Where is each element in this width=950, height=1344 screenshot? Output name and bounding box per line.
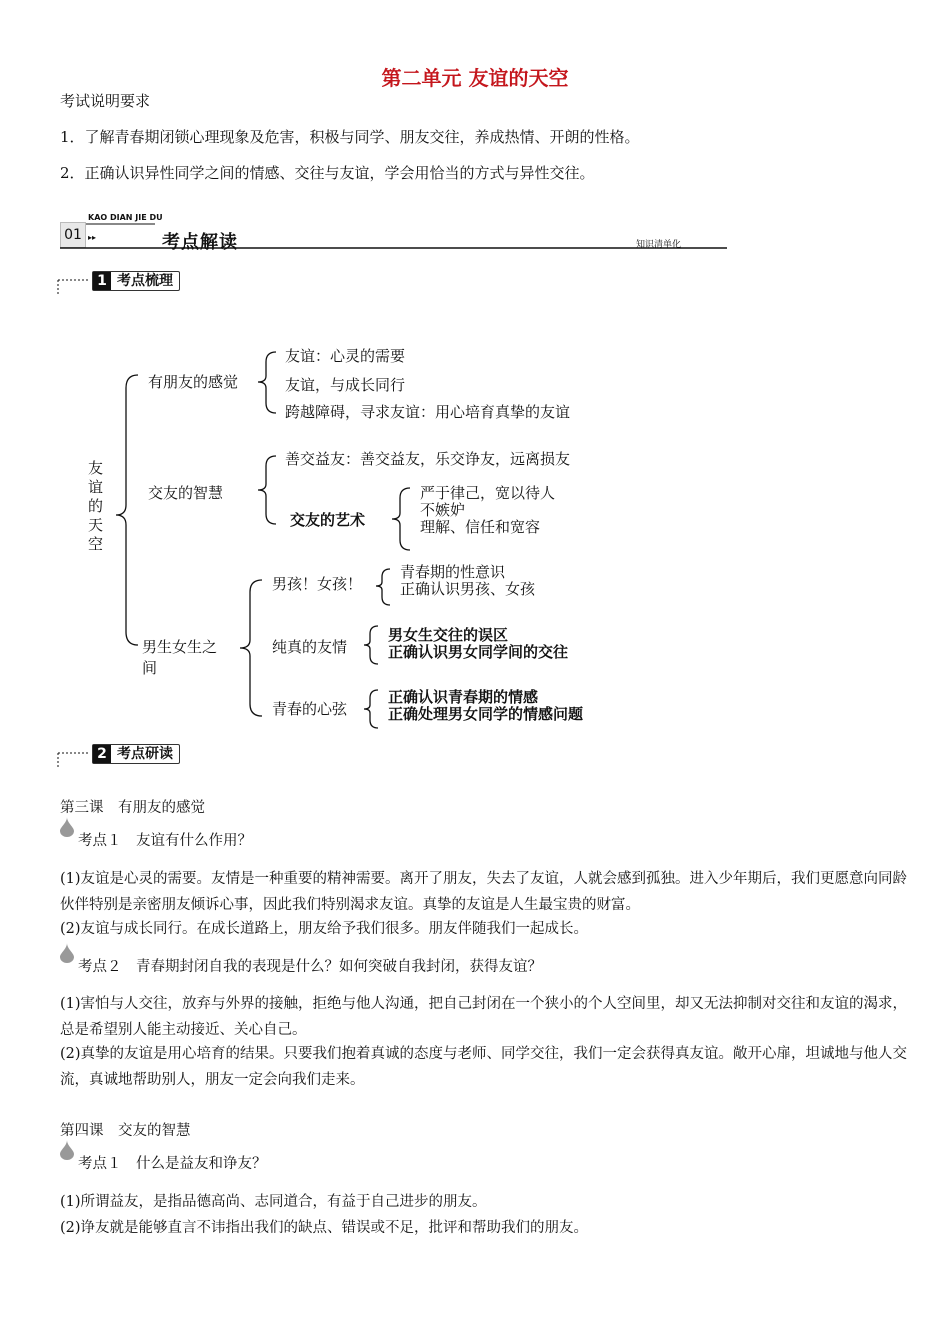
page-title: 第二单元 友谊的天空	[381, 66, 569, 90]
child-item: 正确认识青春期的情感	[388, 688, 539, 706]
child-label: 男孩！女孩！	[272, 575, 363, 593]
sub-branch-item: 不嫉妒	[420, 501, 466, 519]
point-question: 考点１ 什么是益友和诤友？	[78, 1156, 267, 1172]
point-question: 考点１ 友谊有什么作用？	[78, 833, 252, 849]
section-label: 考点研读	[117, 746, 173, 762]
lesson-title: 第三课 有朋友的感觉	[60, 800, 205, 816]
requirement-2: 2．正确认识异性同学之间的情感、交往与友谊，学会用恰当的方式与异性交往。	[60, 164, 595, 182]
child-item: 正确认识男孩、女孩	[400, 580, 536, 598]
lesson-title: 第四课 交友的智慧	[60, 1123, 191, 1139]
point-answer: (2)诤友就是能够直言不讳指出我们的缺点、错误或不足，批评和帮助我们的朋友。	[60, 1220, 589, 1236]
exam-heading: 考试说明要求	[60, 92, 151, 110]
banner-number: 01	[60, 222, 86, 248]
requirement-1: 1．了解青春期闭锁心理现象及危害，积极与同学、朋友交往，养成热情、开朗的性格。	[60, 128, 640, 146]
section-number: 2	[93, 745, 111, 763]
section-label: 考点梳理	[117, 273, 173, 289]
child-item: 男女生交往的误区	[388, 626, 509, 644]
mindmap-root: 友谊的天空	[88, 459, 104, 553]
point-answer: (1)所谓益友，是指品德高尚、志同道合，有益于自己进步的朋友。	[60, 1194, 487, 1210]
branch-item: 友谊：心灵的需要	[285, 347, 406, 365]
branch-item: 跨越障碍，寻求友谊：用心培育真挚的友谊	[285, 403, 571, 421]
banner-right-text: 知识清单化	[636, 240, 682, 250]
point-answer: (1)友谊是心灵的需要。友情是一种重要的精神需要。离开了朋友，失去了友谊，人就会感到孤独。进入少年期后，我们更愿意向同龄伙伴特别是亲密朋友倾诉心事，因此我们特别渴求友谊。真挚的友谊是人生最宝贵的财富。	[60, 871, 908, 913]
branch-item: 友谊，与成长同行	[285, 376, 406, 394]
point-answer: (2)友谊与成长同行。在成长道路上，朋友给予我们很多。朋友伴随我们一起成长。	[60, 921, 589, 937]
section-number: 1	[93, 272, 111, 290]
branch-label: 有朋友的感觉	[148, 373, 239, 391]
droplet-icon	[60, 943, 74, 963]
droplet-icon	[60, 817, 74, 837]
child-label: 纯真的友情	[272, 638, 348, 656]
sub-branch-label: 交友的艺术	[290, 511, 366, 529]
child-item: 青春期的性意识	[400, 563, 506, 581]
branch-label: 交友的智慧	[148, 484, 224, 502]
child-item: 正确认识男女同学间的交往	[388, 643, 569, 661]
point-answer: (1)害怕与人交往，放弃与外界的接触，拒绝与他人沟通，把自己封闭在一个狭小的个人空间里，却又无法抑制对交往和友谊的渴求，总是希望别人能主动接近、关心自己。	[60, 996, 908, 1038]
point-question: 考点２ 青春期封闭自我的表现是什么？如何突破自我封闭，获得友谊？	[78, 959, 542, 975]
child-item: 正确处理男女同学的情感问题	[388, 705, 584, 723]
child-label: 青春的心弦	[272, 700, 348, 718]
point-answer: (2)真挚的友谊是用心培育的结果。只要我们抱着真诚的态度与老师、同学交往，我们一定会获得真友谊。敞开心扉，坦诚地与他人交流，真诚地帮助别人，朋友一定会向我们走来。	[60, 1046, 908, 1088]
droplet-icon	[60, 1140, 74, 1160]
sub-branch-item: 理解、信任和宽容	[420, 518, 541, 536]
branch-item: 善交益友：善交益友，乐交诤友，远离损友	[285, 450, 571, 468]
banner-title: 考点解读	[162, 232, 238, 253]
banner-pinyin: KAO DIAN JIE DU	[88, 213, 163, 222]
banner-arrow-icon: ▸▸	[88, 233, 97, 242]
branch-label: 男生女生之间	[142, 638, 218, 677]
sub-branch-item: 严于律己，宽以待人	[420, 484, 556, 502]
